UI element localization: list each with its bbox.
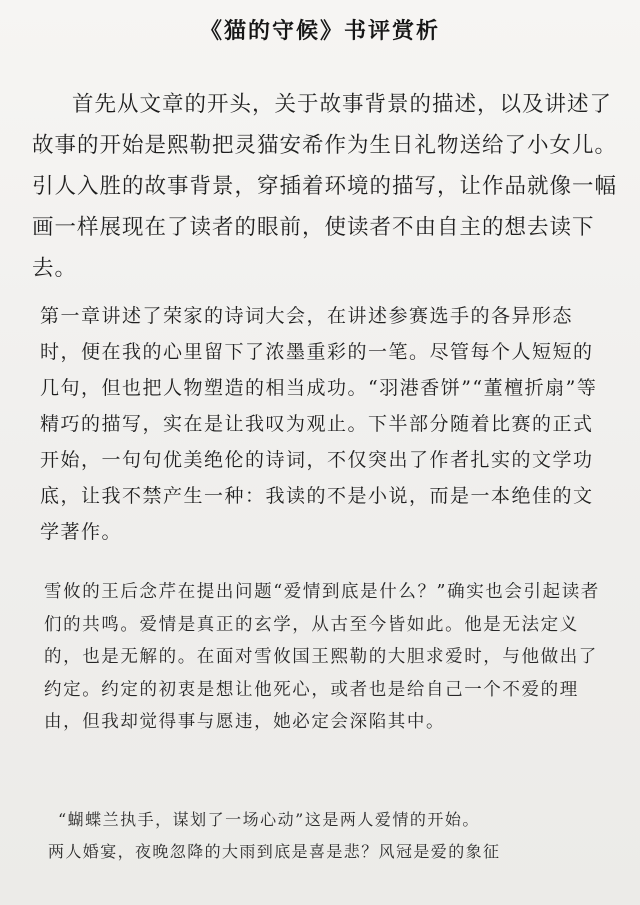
paragraph-wedding: 两人婚宴，夜晚忽降的大雨到底是喜是悲？风冠是爱的象征 [48,842,501,861]
paragraph-chapter-one: 第一章讲述了荣家的诗词大会，在讲述参赛选手的各异形态时，便在我的心里留下了浓墨重彩的一笔。尽管每个人短短的几句，但也把人物塑造的相当成功。“羽港香饼”“董檀折扇”等精巧的描写，实在是让我叹为观止。下半部分随着比赛的正式开始，一句句优美绝伦的诗词，不仅突出了作者扎实的文学功底，让我不禁产生一种：我读的不是小说，而是一本绝佳的文学著作。 [40,305,598,543]
paragraph-opening: 首先从文章的开头，关于故事背景的描述，以及讲述了故事的开始是熙勒把灵猫安希作为生日礼物送给了小女儿。引人入胜的故事背景，穿插着环境的描写，让作品就像一幅画一样展现在了读者的眼前，使读者不由自主的想去读下去。 [32,92,618,281]
paragraph-queen-question: 雪攸的王后念芹在提出问题“爱情到底是什么？”确实也会引起读者们的共鸣。爱情是真正的玄学，从古至今皆如此。他是无法定义的，也是无解的。在面对雪攸国王熙勒的大胆求爱时，与他做出了约定。约定的初衷是想让他死心，或者也是给自己一个不爱的理由，但我却觉得事与愿违，她必定会深陷其中。 [44,582,600,732]
document-title: 《猫的守候》书评赏析 [199,19,440,44]
paragraph-love-beginning: “蝴蝶兰执手，谋划了一场心动”这是两人爱情的开始。 [58,810,480,829]
